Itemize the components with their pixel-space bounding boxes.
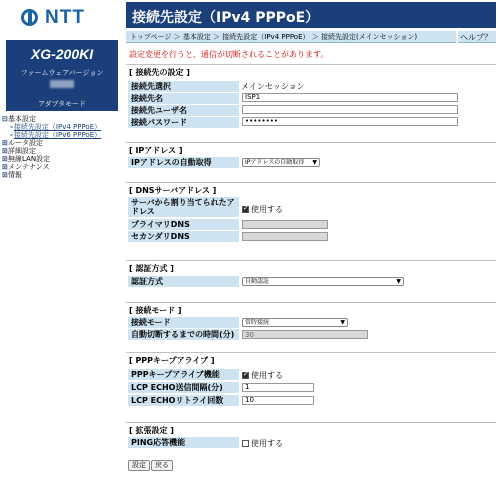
ntt-logo	[21, 9, 101, 31]
connection-mode-select[interactable]: 常時接続 ▼	[242, 318, 348, 327]
field-label: 接続パスワード	[128, 117, 239, 128]
dns-use-checkbox[interactable]: ✓ 使用する	[242, 204, 283, 215]
dropdown-arrow-icon: ▼	[396, 278, 401, 285]
connection-password-input[interactable]	[242, 117, 458, 126]
field-label: 接続先名	[128, 93, 239, 104]
nav-item-router-settings[interactable]: ⊞ルータ設定	[2, 139, 43, 147]
connection-name-input[interactable]	[242, 93, 458, 102]
field-label: LCP ECHOリトライ回数	[128, 395, 239, 406]
field-label: 自動切断するまでの時間(分)	[128, 329, 239, 340]
dropdown-arrow-icon: ▼	[312, 159, 317, 166]
section-title: [ DNSサーバアドレス ]	[129, 186, 217, 195]
field-label: 接続先ユーザ名	[128, 105, 239, 116]
checkbox-checked-icon[interactable]	[242, 206, 249, 213]
nav-item-basic-settings[interactable]: ⊟基本設定	[2, 115, 36, 123]
field-label: プライマリDNS	[128, 219, 239, 230]
divider	[126, 302, 496, 303]
lcp-retry-input[interactable]	[242, 396, 314, 405]
field-label: 接続先選択	[128, 81, 239, 92]
ip-auto-select[interactable]: IPアドレスの自動取得 ▼	[242, 158, 320, 167]
expand-icon[interactable]: ⊞	[2, 147, 8, 155]
section-title: [ 認証方式 ]	[129, 264, 174, 273]
nav-item-maintenance[interactable]: ⊞メンテナンス	[2, 163, 50, 171]
model-name: XG-200KI	[30, 46, 94, 62]
expand-icon[interactable]: ⊞	[2, 163, 8, 171]
connection-username-input[interactable]	[242, 105, 458, 114]
section-title: [ 接続先の設定 ]	[129, 68, 190, 77]
field-label: IPアドレスの自動取得	[128, 157, 239, 168]
firmware-label: ファームウェアバージョン	[20, 69, 104, 77]
nav-item-information[interactable]: ⊞情報	[2, 171, 22, 179]
nav-tree	[2, 115, 124, 179]
lcp-interval-input[interactable]	[242, 383, 314, 392]
field-label: 接続モード	[128, 317, 239, 328]
back-button[interactable]: 戻る	[151, 460, 173, 471]
breadcrumb-bar	[126, 31, 456, 43]
warning-text: 設定変更を行うと、通信が切断されることがあります。	[129, 50, 329, 59]
checkbox-unchecked-icon[interactable]	[242, 440, 249, 447]
primary-dns-input[interactable]	[242, 220, 328, 229]
field-label: 認証方式	[128, 276, 239, 287]
page-title: 接続先設定（IPv4 PPPoE）	[132, 10, 320, 26]
keepalive-use-checkbox[interactable]: ✓ 使用する	[242, 370, 283, 381]
nav-item-ipv6-pppoe[interactable]: -接続先設定（IPv6 PPPoE）	[10, 131, 102, 139]
help-label[interactable]: ヘルプ？	[460, 33, 492, 42]
auto-disconnect-input[interactable]: 30	[242, 330, 368, 339]
help-link[interactable]	[458, 31, 496, 43]
nav-item-ipv4-pppoe[interactable]: -接続先設定（IPv4 PPPoE）	[10, 123, 102, 131]
title-bar	[126, 2, 496, 28]
divider	[126, 422, 496, 423]
set-button[interactable]: 設定	[128, 460, 150, 471]
dropdown-arrow-icon: ▼	[340, 319, 345, 326]
sidebar	[0, 0, 124, 477]
field-label: PING応答機能	[128, 437, 239, 448]
expand-icon[interactable]: ⊞	[2, 171, 8, 179]
auth-method-select[interactable]: 自動認証 ▼	[242, 277, 404, 286]
section-title: [ 拡張設定 ]	[129, 426, 174, 435]
checkbox-checked-icon[interactable]	[242, 372, 249, 379]
section-title: [ 接続モード ]	[129, 306, 182, 315]
ntt-logo-icon	[21, 9, 38, 26]
secondary-dns-input[interactable]	[242, 232, 328, 241]
firmware-version-redacted	[50, 80, 74, 88]
expand-icon[interactable]: ⊞	[2, 139, 8, 147]
expand-icon[interactable]: ⊞	[2, 155, 8, 163]
divider	[126, 182, 496, 183]
field-label: LCP ECHO送信間隔(分)	[128, 382, 239, 393]
brand-name: NTT	[45, 7, 85, 28]
mode-label: アダプタモード	[38, 100, 86, 108]
field-label: サーバから割り当てられたアドレス	[128, 197, 239, 217]
divider	[126, 142, 496, 143]
breadcrumb[interactable]: トップページ ＞ 基本設定 ＞ 接続先設定（IPv4 PPPoE） ＞ 接続先設定(メインセッション)	[130, 33, 418, 41]
connection-select-value: メインセッション	[241, 82, 305, 91]
nav-item-advanced-settings[interactable]: ⊞詳細設定	[2, 147, 36, 155]
section-title: [ PPPキープアライブ ]	[129, 356, 215, 365]
device-info-panel	[6, 40, 118, 111]
main-content	[124, 0, 500, 477]
divider	[126, 260, 496, 261]
field-label: セカンダリDNS	[128, 231, 239, 242]
nav-item-wireless-settings[interactable]: ⊞無線LAN設定	[2, 155, 51, 163]
collapse-icon[interactable]: ⊟	[2, 115, 8, 123]
divider	[126, 64, 496, 65]
divider	[126, 352, 496, 353]
ping-use-checkbox[interactable]: 使用する	[242, 438, 283, 449]
section-title: [ IPアドレス ]	[129, 146, 183, 155]
field-label: PPPキープアライブ機能	[128, 369, 239, 380]
